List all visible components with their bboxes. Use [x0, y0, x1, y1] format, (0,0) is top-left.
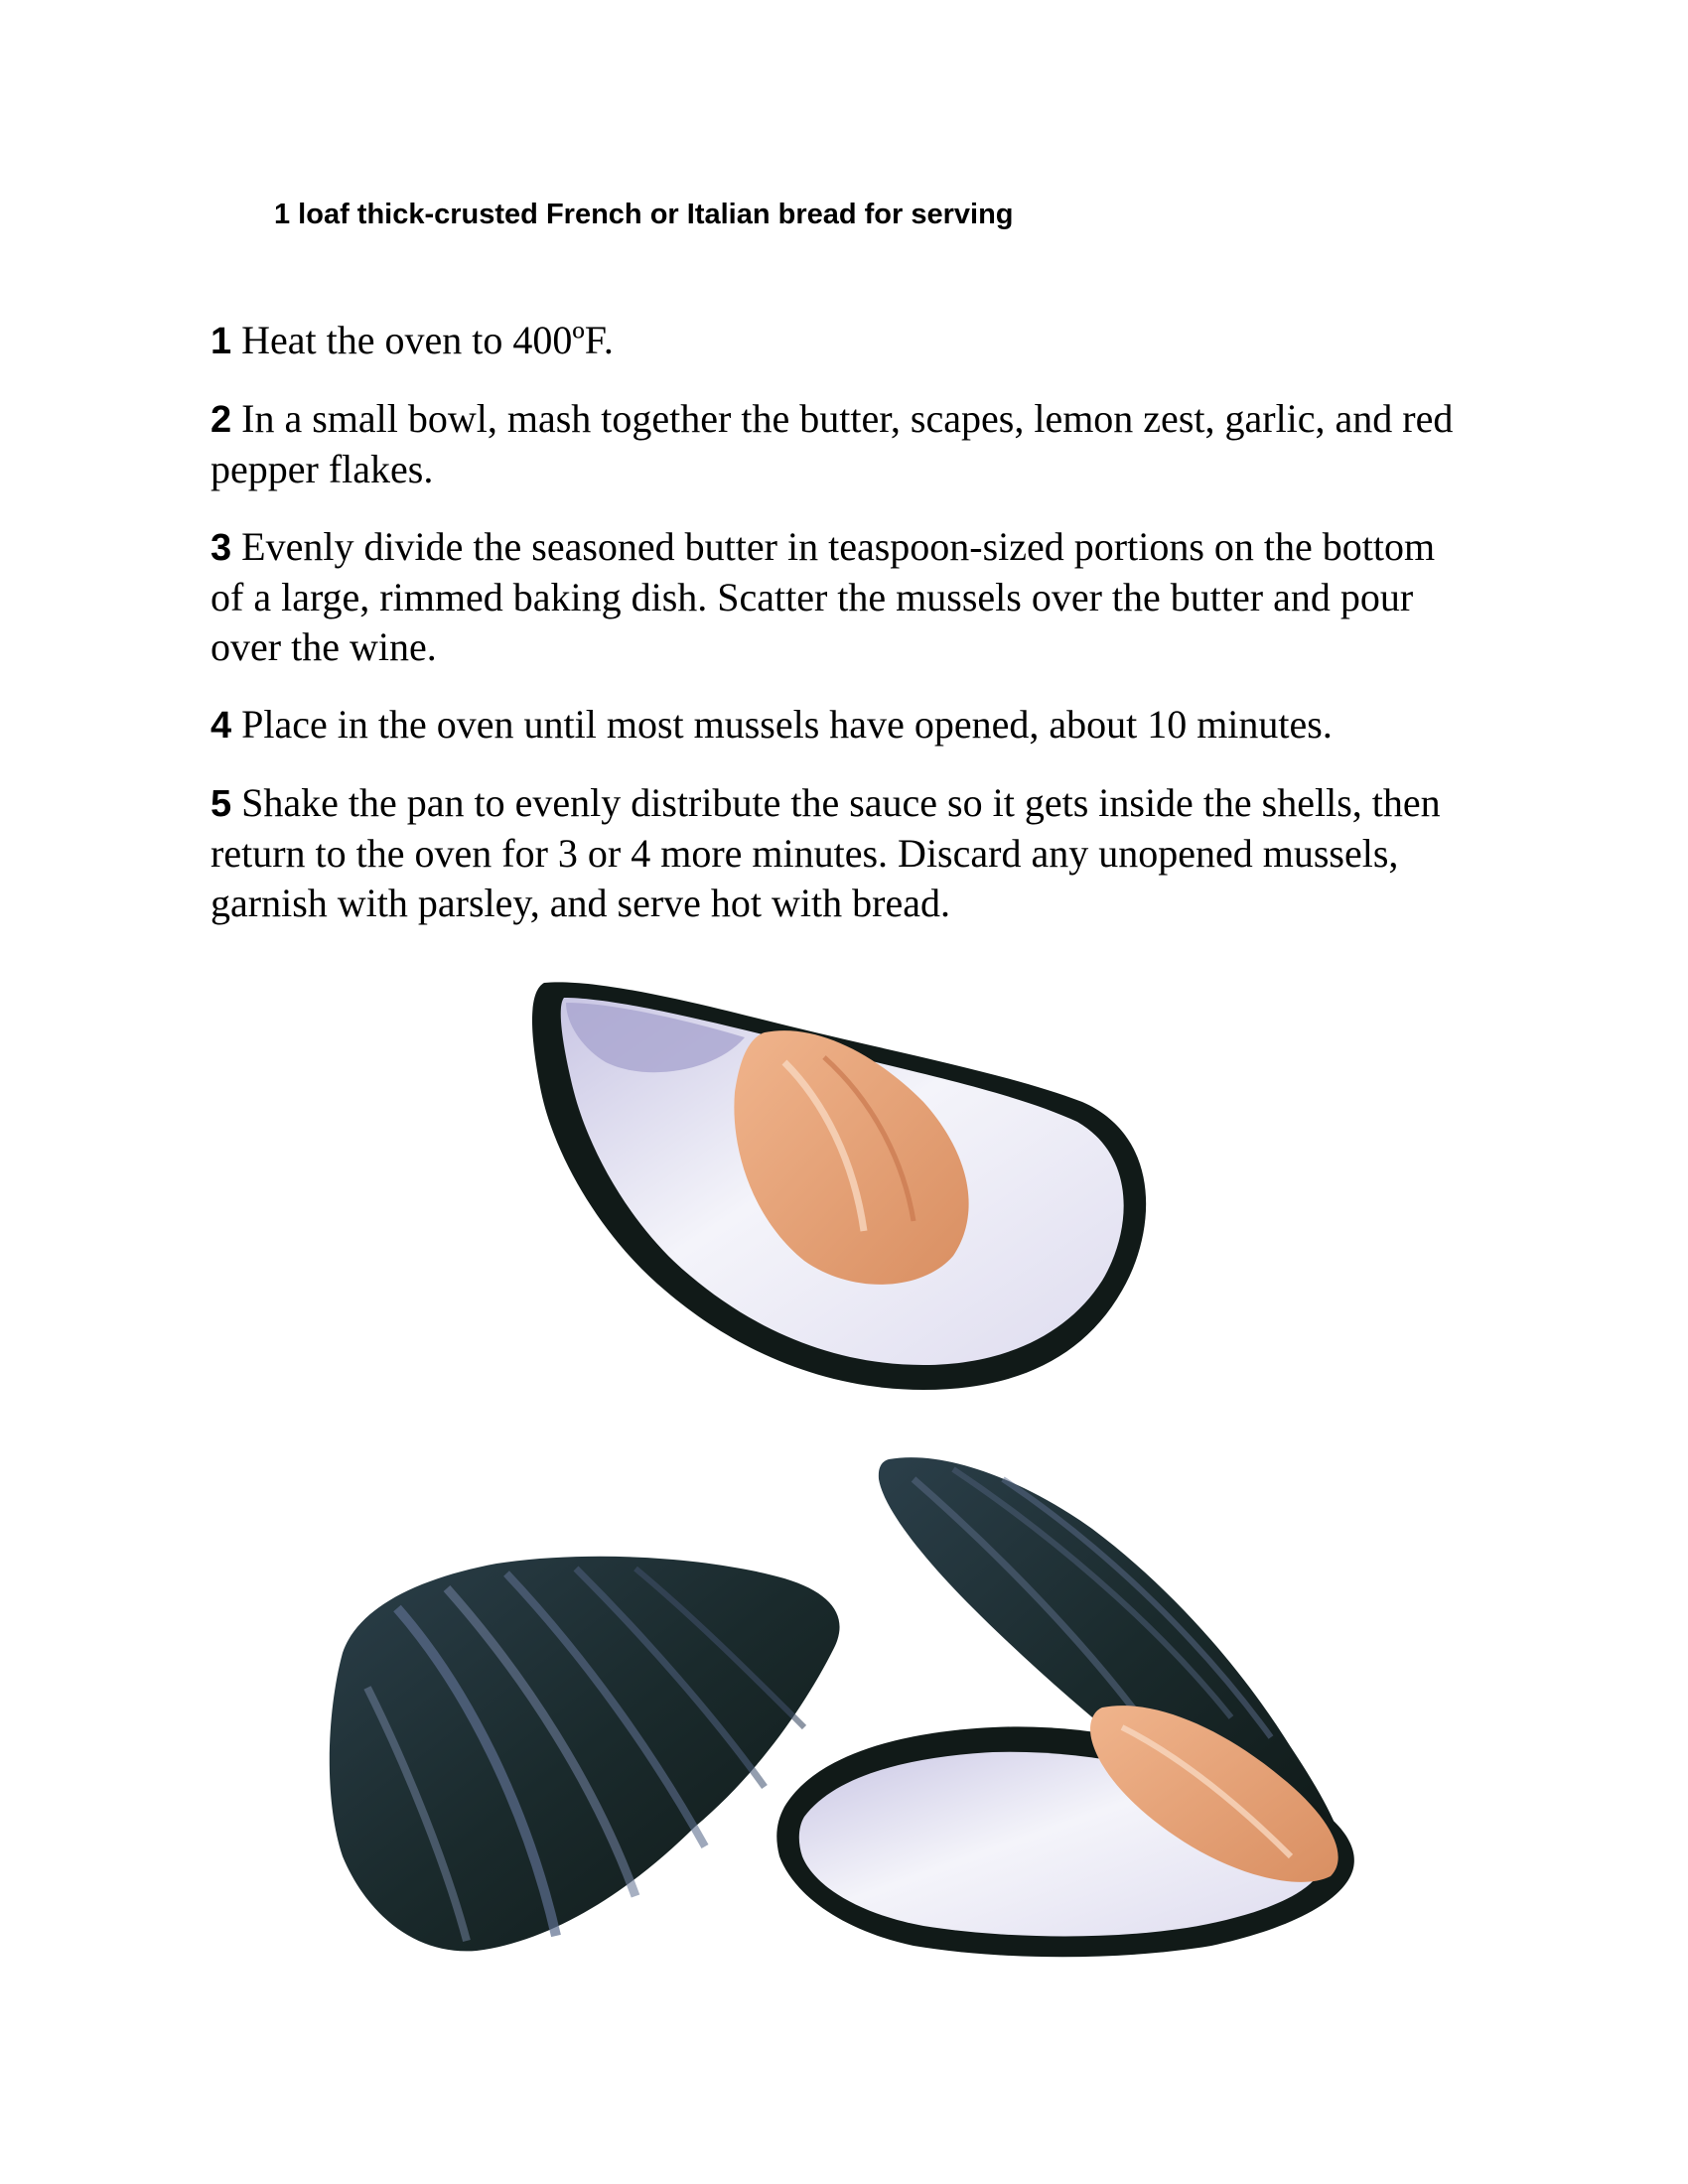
step-number: 5: [211, 783, 232, 825]
step-text: Place in the oven until most mussels have opened, about 10 minutes.: [241, 702, 1333, 747]
step-number: 3: [211, 527, 232, 569]
closed-mussel-left: [330, 1557, 840, 1952]
step-number: 4: [211, 705, 232, 747]
step-number: 1: [211, 321, 232, 362]
step-number: 2: [211, 399, 232, 441]
step-text: In a small bowl, mash together the butter, scapes, lemon zest, garlic, and red pepper flakes.: [211, 396, 1454, 491]
step-2: [211, 394, 1472, 494]
instructions: [211, 316, 1472, 956]
step-4: [211, 700, 1472, 751]
step-1: [211, 316, 1472, 366]
step-text: Shake the pan to evenly distribute the sauce so it gets inside the shells, then return to the oven for 3 or 4 more minutes. Discard any unopened mussels, garnish with parsley, and serve hot with bread.: [211, 780, 1441, 925]
mussels-illustration: [0, 953, 1688, 1995]
step-5: [211, 778, 1472, 928]
ingredient-line: 1 loaf thick-crusted French or Italian bread for serving: [274, 199, 1014, 230]
open-mussel-right: [776, 1457, 1354, 1957]
open-mussel-top: [532, 982, 1146, 1390]
step-text: Evenly divide the seasoned butter in teaspoon-sized portions on the bottom of a large, rimmed baking dish. Scatter the mussels over the butter and pour over the wine.: [211, 524, 1436, 669]
step-3: [211, 522, 1472, 672]
step-text: Heat the oven to 400ºF.: [241, 318, 614, 362]
